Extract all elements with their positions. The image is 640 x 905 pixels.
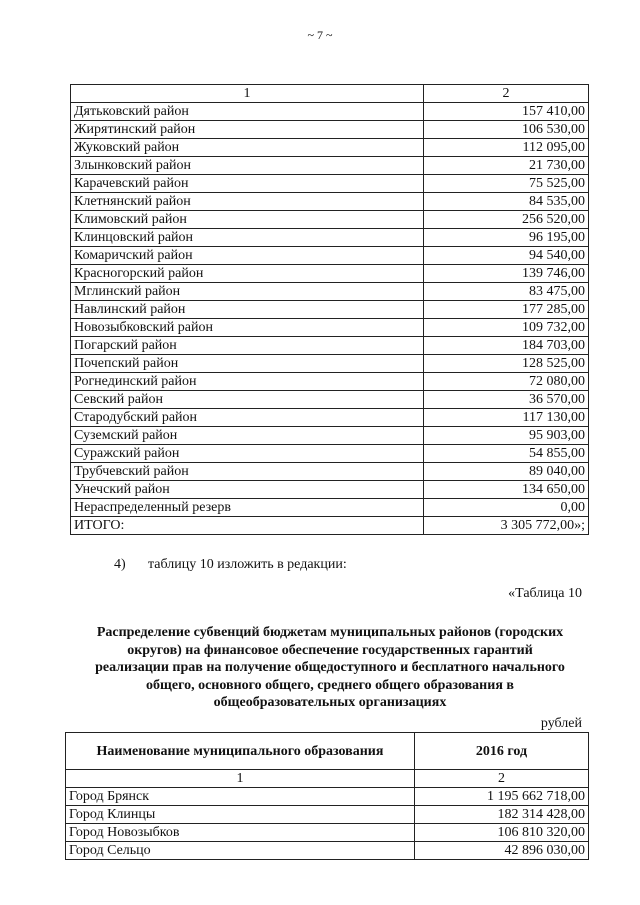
table-row <box>66 788 589 806</box>
heading-line: общего, основного общего, среднего общего образования в <box>146 677 514 693</box>
table-row <box>71 337 589 355</box>
heading-line: округов) на финансовое обеспечение государственных гарантий <box>127 642 533 658</box>
row-value: 75 525,00 <box>424 175 589 193</box>
row-value: 89 040,00 <box>424 463 589 481</box>
row-name: Севский район <box>71 391 424 409</box>
table-row <box>71 481 589 499</box>
table-header-row <box>66 733 589 770</box>
column-index-2: 2 <box>424 85 589 103</box>
row-name: Карачевский район <box>71 175 424 193</box>
column-header-year: 2016 год <box>415 733 589 770</box>
table-row <box>71 409 589 427</box>
table-index-row <box>66 770 589 788</box>
row-name: Суземский район <box>71 427 424 445</box>
row-name: Город Сельцо <box>66 842 415 860</box>
row-name: Город Клинцы <box>66 806 415 824</box>
table-row <box>71 445 589 463</box>
row-value: 106 530,00 <box>424 121 589 139</box>
row-name: Мглинский район <box>71 283 424 301</box>
table-row <box>66 842 589 860</box>
row-value: 21 730,00 <box>424 157 589 175</box>
row-value: 83 475,00 <box>424 283 589 301</box>
row-name: Комаричский район <box>71 247 424 265</box>
row-value: 96 195,00 <box>424 229 589 247</box>
row-name: Новозыбковский район <box>71 319 424 337</box>
districts-table <box>70 84 589 535</box>
table-row <box>71 193 589 211</box>
row-value: 54 855,00 <box>424 445 589 463</box>
row-name: Унечский район <box>71 481 424 499</box>
row-name: Клинцовский район <box>71 229 424 247</box>
row-value: 94 540,00 <box>424 247 589 265</box>
row-name: Стародубский район <box>71 409 424 427</box>
table-row <box>71 103 589 121</box>
table-row <box>71 121 589 139</box>
table-header-row <box>71 85 589 103</box>
row-value: 128 525,00 <box>424 355 589 373</box>
list-item-4 <box>114 557 347 573</box>
table-row <box>71 139 589 157</box>
table-row <box>71 499 589 517</box>
table-row <box>71 427 589 445</box>
row-value: 84 535,00 <box>424 193 589 211</box>
column-index-1: 1 <box>66 770 415 788</box>
units-label: рублей <box>540 716 582 731</box>
row-value: 157 410,00 <box>424 103 589 121</box>
row-name: Погарский район <box>71 337 424 355</box>
row-value: 112 095,00 <box>424 139 589 157</box>
table-row <box>71 373 589 391</box>
table-row <box>71 517 589 535</box>
table-row <box>71 301 589 319</box>
row-value: 184 703,00 <box>424 337 589 355</box>
heading-line: Распределение субвенций бюджетам муниципальных районов (городских <box>96 625 564 640</box>
table-row <box>71 211 589 229</box>
row-value: 0,00 <box>424 499 589 517</box>
table-row <box>71 391 589 409</box>
row-value: 1 195 662 718,00 <box>415 788 589 806</box>
row-name: Суражский район <box>71 445 424 463</box>
row-value: 95 903,00 <box>424 427 589 445</box>
row-name: Нераспределенный резерв <box>71 499 424 517</box>
row-name: Город Брянск <box>66 788 415 806</box>
table-row <box>71 283 589 301</box>
row-value: 3 305 772,00»; <box>424 517 589 535</box>
page-number: ~ 7 ~ <box>307 28 333 42</box>
row-name: Жуковский район <box>71 139 424 157</box>
row-name: Климовский район <box>71 211 424 229</box>
item-text: таблицу 10 изложить в редакции: <box>148 557 347 572</box>
row-name: Почепский район <box>71 355 424 373</box>
row-value: 134 650,00 <box>424 481 589 499</box>
column-index-1: 1 <box>71 85 424 103</box>
row-name: Рогнединский район <box>71 373 424 391</box>
table-heading <box>60 624 600 712</box>
row-value: 36 570,00 <box>424 391 589 409</box>
row-name: Город Новозыбков <box>66 824 415 842</box>
column-index-2: 2 <box>415 770 589 788</box>
item-number: 4) <box>114 557 126 572</box>
row-value: 256 520,00 <box>424 211 589 229</box>
row-value: 42 896 030,00 <box>415 842 589 860</box>
row-name: ИТОГО: <box>71 517 424 535</box>
row-value: 72 080,00 <box>424 373 589 391</box>
table-row <box>71 265 589 283</box>
row-value: 106 810 320,00 <box>415 824 589 842</box>
heading-line: реализации прав на получение общедоступного и бесплатного начального <box>95 660 565 676</box>
table-row <box>71 175 589 193</box>
table-row <box>71 355 589 373</box>
row-value: 182 314 428,00 <box>415 806 589 824</box>
row-value: 139 746,00 <box>424 265 589 283</box>
row-name: Трубчевский район <box>71 463 424 481</box>
table-row <box>71 247 589 265</box>
row-name: Злынковский район <box>71 157 424 175</box>
row-name: Навлинский район <box>71 301 424 319</box>
table-label: «Таблица 10 <box>508 586 582 601</box>
table-row <box>71 463 589 481</box>
row-name: Жирятинский район <box>71 121 424 139</box>
table-row <box>71 229 589 247</box>
row-value: 117 130,00 <box>424 409 589 427</box>
column-header-name: Наименование муниципального образования <box>66 733 415 770</box>
row-value: 109 732,00 <box>424 319 589 337</box>
row-name: Дятьковский район <box>71 103 424 121</box>
heading-line: общеобразовательных организациях <box>213 695 447 711</box>
row-name: Красногорский район <box>71 265 424 283</box>
table-row <box>71 319 589 337</box>
row-value: 177 285,00 <box>424 301 589 319</box>
row-name: Клетнянский район <box>71 193 424 211</box>
table-10 <box>65 732 589 860</box>
table-row <box>71 157 589 175</box>
table-row <box>66 806 589 824</box>
table-row <box>66 824 589 842</box>
